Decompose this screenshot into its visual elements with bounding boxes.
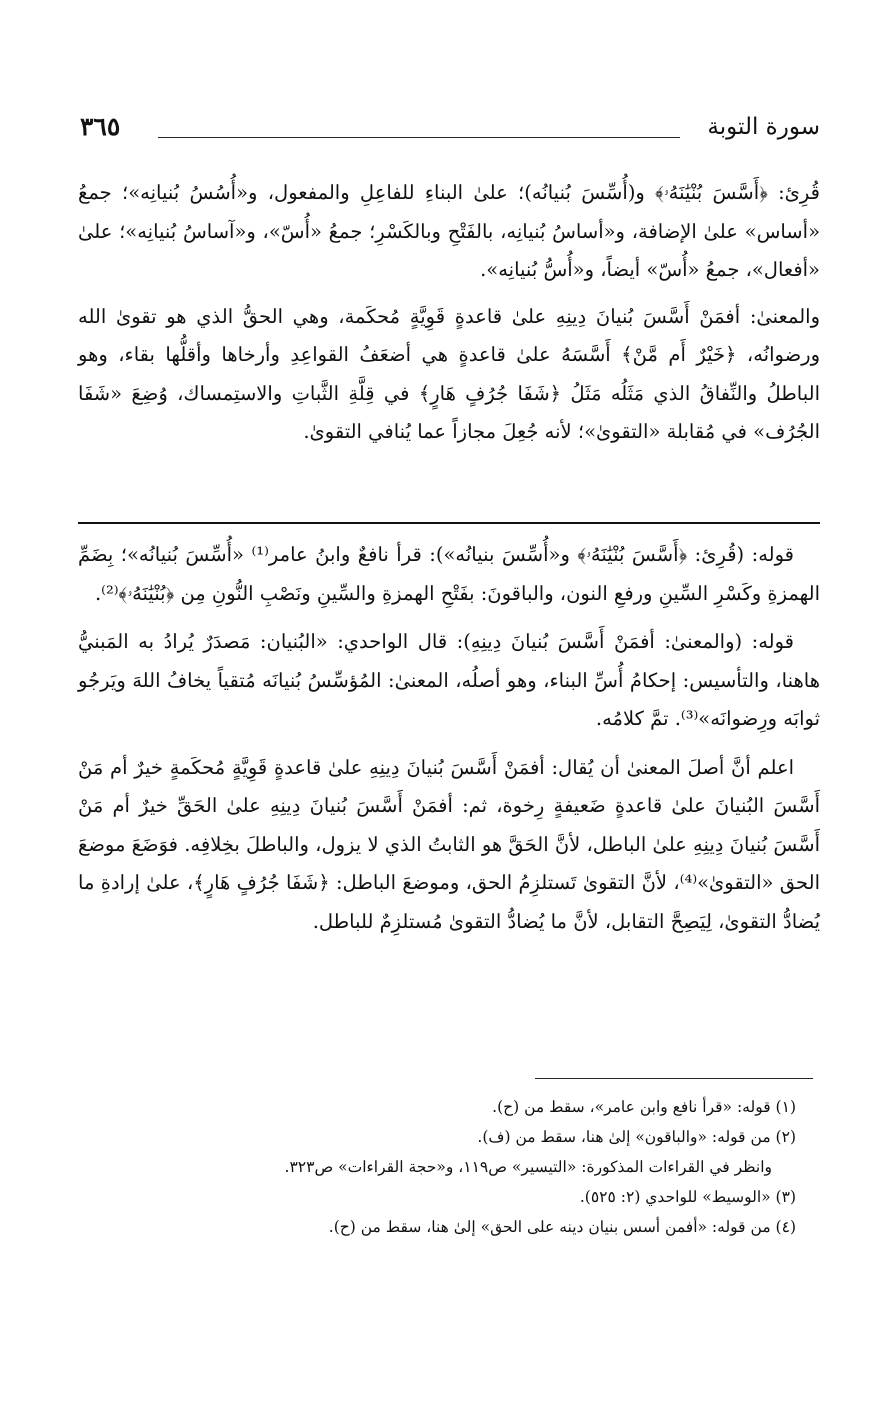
commentary-paragraph-explanation: اعلم أنَّ أصلَ المعنىٰ أن يُقال: أفمَنْ أَسَّسَ بُنيانَ دِينِهِ علىٰ قاعدةٍ قَوِيَّةٍ مُحكَمةٍ خيرٌ أم مَنْ أَسَّسَ البُنيانَ علىٰ قاعدةٍ ضَعيفةٍ رِخوة، ثم: أفمَنْ أَسَّسَ بُنيانَ دِينِهِ علىٰ الحَقِّ خيرٌ أم مَنْ أَسَّسَ بُنيانَ دِينِهِ علىٰ الباطل، لأنَّ الحَقَّ هو الثابتُ الذي لا يزول، والباطلَ بخِلافِه. فوَضَعَ موضعَ الحق «التقوىٰ»⁽⁴⁾، لأنَّ التقوىٰ تَستلزِمُ الحق، وموضعَ الباطل: ﴿شَفَا جُرُفٍ هَارٍ﴾، علىٰ إرادةِ ما يُضادُّ التقوىٰ، لِيَصِحَّ التقابل، لأنَّ ما يُضادُّ التقوىٰ مُستلزِمٌ للباطل. (78, 755, 820, 933)
header-rule (158, 137, 680, 138)
main-paragraph-readings: قُرِئ: ﴿أَسَّسَ بُنْيَٰنَهُۥ﴾ و(أُسِّسَ بُنيانُه)؛ علىٰ البناءِ للفاعِلِ والمفعول، و«أُسُسُ بُنيانِه»؛ جمعُ «أساس» علىٰ الإضافة، و«أساسُ بُنيانِه، بالفَتْحِ وبالكَسْرِ؛ جمعُ «أُسّ»، و«آساسُ بُنيانِه»؛ علىٰ «أفعال»، جمعُ «أُسّ» أيضاً، و«أُسُّ بُنيانِه». (78, 181, 820, 281)
footnote-2-continuation: وانظر في القراءات المذكورة: «التيسير» ص١١٩، و«حجة القراءات» ص٣٢٣. (284, 1158, 772, 1176)
page-number: ٣٦٥ (80, 112, 121, 141)
section-divider (78, 522, 820, 524)
footnote-rule (535, 1078, 813, 1079)
footnote-2: (٢) من قوله: «والباقون» إلىٰ هنا، سقط من (ف). (477, 1128, 796, 1146)
main-text (78, 174, 820, 452)
footnotes (78, 1092, 820, 1242)
main-paragraph-meaning: والمعنىٰ: أفمَنْ أَسَّسَ بُنيانَ دِينِهِ علىٰ قاعدةٍ قَوِيَّةٍ مُحكَمة، وهي الحقُّ الذي هو تقوىٰ الله ورضوانُه، ﴿خَيْرٌ أَم مَّنْ﴾ أَسَّسَهُ علىٰ قاعدةٍ هي أضعَفُ القواعِدِ وأرخاها وأقلُّها بقاء، وهو الباطلُ والنِّفاقُ الذي مَثَلُه مَثَلُ ﴿شَفَا جُرُفٍ هَارٍ﴾ في قِلَّةِ الثَّباتِ والاستِمساك، وُضِعَ «شَفَا الجُرُف» في مُقابلة «التقوىٰ»؛ لأنه جُعِلَ مجازاً عما يُنافي التقوىٰ. (78, 304, 820, 443)
footnote-1: (١) قوله: «قرأ نافع وابن عامر»، سقط من (ح). (492, 1098, 796, 1116)
page-header (80, 112, 820, 152)
surah-title: سورة التوبة (707, 114, 820, 140)
commentary-paragraph-wahidi: قوله: (والمعنىٰ: أفمَنْ أَسَّسَ بُنيانَ دِينِهِ): قال الواحدي: «البُنيان: مَصدَرٌ يُرادُ به المَبنيُّ هاهنا، والتأسيس: إحكامُ أُسِّ البناء، وهو أصلُه، المعنىٰ: المُؤسِّسُ بُنيانَه مُتقياً يخافُ اللهَ ويَرجُو ثوابَه ورِضوانَه»⁽³⁾. تمَّ كلامُه. (78, 630, 820, 730)
commentary-paragraph-readings: قوله: (قُرِئ: ﴿أَسَّسَ بُنْيَٰنَهُۥ﴾ و«أُسِّسَ بنيانُه»): قرأ نافعٌ وابنُ عامر⁽¹⁾ «أُسِّسَ بُنيانُه»؛ بِضَمِّ الهمزةِ وكَسْرِ السِّينِ ورفعِ النون، والباقونَ: بفَتْحِ الهمزةِ والسِّينِ ونَصْبِ النُّونِ مِن ﴿بُنْيَٰنَهُۥ﴾⁽²⁾. (78, 543, 820, 605)
footnote-4: (٤) من قوله: «أفمن أسس بنيان دينه على الحق» إلىٰ هنا، سقط من (ح). (328, 1218, 796, 1236)
footnote-3: (٣) «الوسيط» للواحدي (٢: ٥٢٥). (579, 1188, 796, 1206)
commentary (78, 536, 820, 951)
